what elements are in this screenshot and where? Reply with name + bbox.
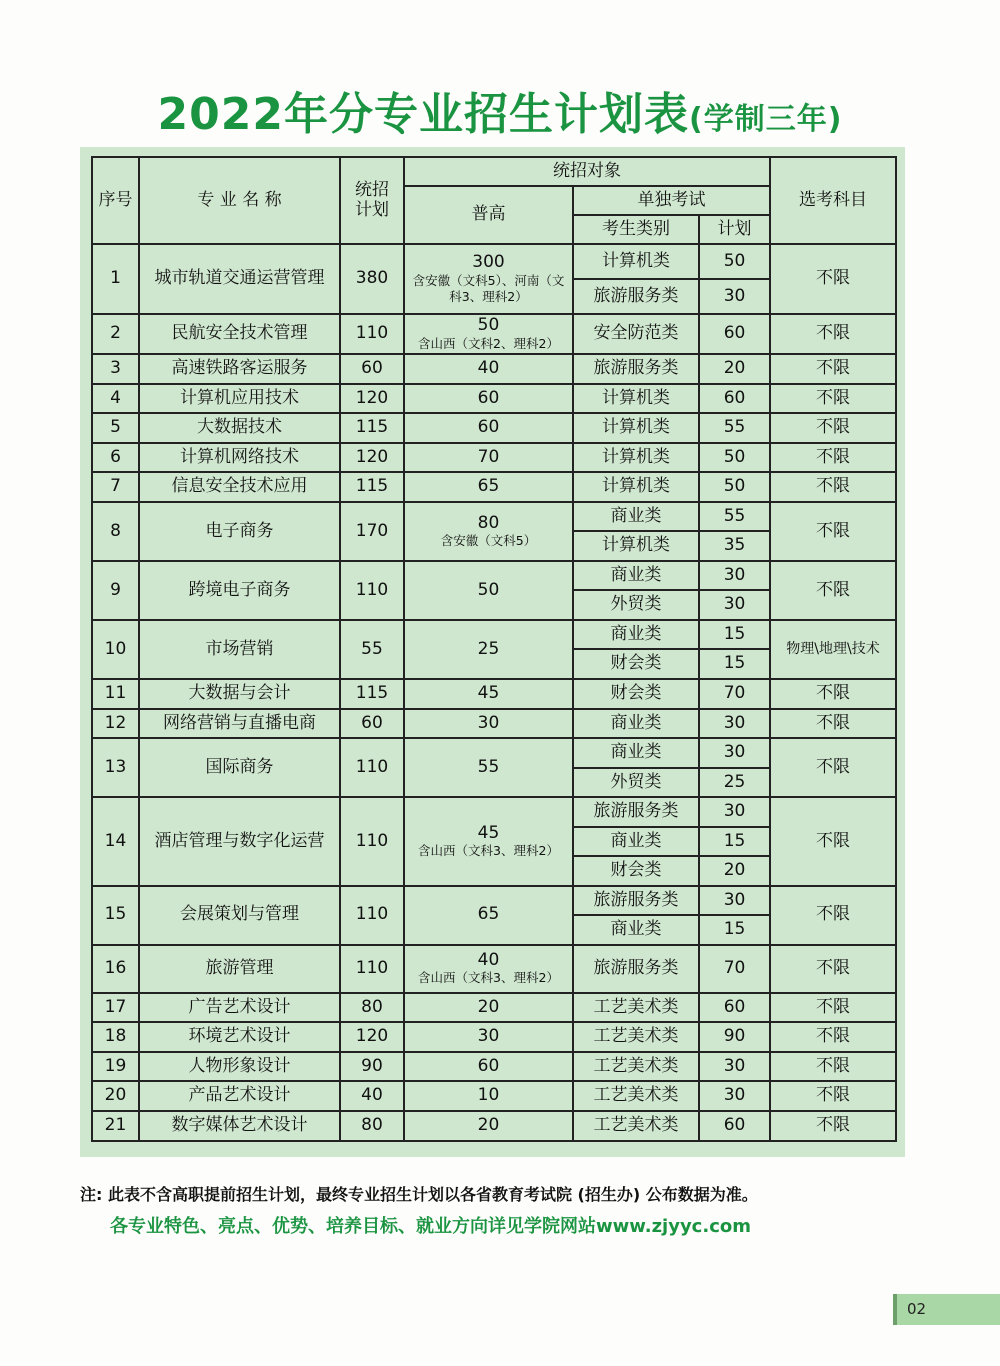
cell-plan-total: 90 xyxy=(340,1052,404,1082)
cell-major: 大数据与会计 xyxy=(139,679,340,709)
cell-category: 商业类 xyxy=(573,709,699,739)
general-count: 20 xyxy=(477,1115,500,1136)
cell-plan-total: 120 xyxy=(340,384,404,414)
cell-major: 广告艺术设计 xyxy=(139,993,340,1023)
cell-general xyxy=(404,886,573,945)
enrollment-table xyxy=(91,156,897,1142)
page-title xyxy=(0,78,1000,142)
cell-general xyxy=(404,945,573,993)
table-row xyxy=(92,413,896,443)
cell-plan-total: 110 xyxy=(340,314,404,354)
cell-major: 高速铁路客运服务 xyxy=(139,354,340,384)
cell-subjects: 不限 xyxy=(770,797,896,886)
page-number-tab xyxy=(893,1294,1000,1325)
general-count: 80 xyxy=(477,512,500,533)
cell-plan: 60 xyxy=(699,993,770,1023)
cell-seq: 1 xyxy=(92,244,139,314)
cell-category: 旅游服务类 xyxy=(573,354,699,384)
cell-general xyxy=(404,413,573,443)
general-note: 含安徽（文科5）、河南（文科3、理科2） xyxy=(412,272,565,304)
cell-seq: 19 xyxy=(92,1052,139,1082)
table-row xyxy=(92,945,896,993)
cell-general xyxy=(404,443,573,473)
cell-seq: 18 xyxy=(92,1022,139,1052)
cell-seq: 15 xyxy=(92,886,139,945)
cell-plan: 30 xyxy=(699,561,770,591)
cell-major: 计算机应用技术 xyxy=(139,384,340,414)
cell-general xyxy=(404,1022,573,1052)
cell-plan: 35 xyxy=(699,531,770,561)
cell-major: 市场营销 xyxy=(139,620,340,679)
cell-plan-total: 115 xyxy=(340,413,404,443)
cell-seq: 10 xyxy=(92,620,139,679)
cell-category: 旅游服务类 xyxy=(573,886,699,916)
cell-plan-total: 110 xyxy=(340,738,404,797)
table-row xyxy=(92,886,896,916)
header-single-exam: 单独考试 xyxy=(573,186,770,215)
cell-subjects: 物理\地理\技术 xyxy=(770,620,896,679)
general-count: 40 xyxy=(477,949,500,970)
page-tab-edge xyxy=(893,1294,897,1325)
table-row xyxy=(92,1081,896,1111)
table-row xyxy=(92,679,896,709)
cell-plan: 30 xyxy=(699,1052,770,1082)
cell-plan: 15 xyxy=(699,649,770,679)
cell-plan: 55 xyxy=(699,502,770,532)
cell-plan: 60 xyxy=(699,384,770,414)
cell-seq: 20 xyxy=(92,1081,139,1111)
cell-seq: 2 xyxy=(92,314,139,354)
table-row xyxy=(92,502,896,532)
cell-seq: 14 xyxy=(92,797,139,886)
cell-subjects: 不限 xyxy=(770,244,896,314)
general-count: 45 xyxy=(477,682,500,703)
cell-category: 计算机类 xyxy=(573,443,699,473)
cell-plan: 20 xyxy=(699,856,770,886)
cell-plan-total: 60 xyxy=(340,709,404,739)
title-sub: (学制三年) xyxy=(689,102,843,137)
cell-plan-total: 60 xyxy=(340,354,404,384)
cell-subjects: 不限 xyxy=(770,993,896,1023)
page-number: 02 xyxy=(907,1300,927,1318)
cell-subjects: 不限 xyxy=(770,709,896,739)
cell-seq: 16 xyxy=(92,945,139,993)
cell-category: 商业类 xyxy=(573,620,699,650)
cell-category: 财会类 xyxy=(573,856,699,886)
cell-category: 工艺美术类 xyxy=(573,1081,699,1111)
table-row xyxy=(92,472,896,502)
cell-category: 商业类 xyxy=(573,738,699,768)
cell-subjects: 不限 xyxy=(770,679,896,709)
general-note: 含山西（文科2、理科2） xyxy=(418,335,559,351)
cell-general xyxy=(404,1081,573,1111)
cell-major: 网络营销与直播电商 xyxy=(139,709,340,739)
cell-subjects: 不限 xyxy=(770,886,896,945)
table-row xyxy=(92,1022,896,1052)
cell-major: 计算机网络技术 xyxy=(139,443,340,473)
general-count: 55 xyxy=(477,756,500,777)
general-count: 10 xyxy=(477,1085,500,1106)
general-count: 65 xyxy=(477,904,500,925)
cell-general xyxy=(404,1052,573,1082)
general-count: 60 xyxy=(477,417,500,438)
cell-category: 旅游服务类 xyxy=(573,945,699,993)
cell-category: 外贸类 xyxy=(573,590,699,620)
general-count: 25 xyxy=(477,638,500,659)
cell-seq: 17 xyxy=(92,993,139,1023)
cell-plan-total: 55 xyxy=(340,620,404,679)
table-row xyxy=(92,354,896,384)
cell-category: 旅游服务类 xyxy=(573,797,699,827)
cell-plan-total: 110 xyxy=(340,561,404,620)
table-row xyxy=(92,797,896,827)
cell-seq: 21 xyxy=(92,1111,139,1141)
cell-category: 安全防范类 xyxy=(573,314,699,354)
table-row xyxy=(92,993,896,1023)
header-category: 考生类别 xyxy=(573,215,699,244)
table-row xyxy=(92,738,896,768)
cell-plan: 70 xyxy=(699,679,770,709)
cell-subjects: 不限 xyxy=(770,1081,896,1111)
cell-plan: 60 xyxy=(699,1111,770,1141)
table-row xyxy=(92,244,896,279)
cell-seq: 7 xyxy=(92,472,139,502)
cell-general xyxy=(404,561,573,620)
cell-category: 计算机类 xyxy=(573,472,699,502)
cell-category: 商业类 xyxy=(573,502,699,532)
cell-major: 人物形象设计 xyxy=(139,1052,340,1082)
cell-plan: 30 xyxy=(699,797,770,827)
cell-plan-total: 110 xyxy=(340,797,404,886)
cell-seq: 11 xyxy=(92,679,139,709)
title-main: 2022年分专业招生计划表 xyxy=(157,89,690,140)
cell-plan-total: 40 xyxy=(340,1081,404,1111)
header-plan: 计划 xyxy=(699,215,770,244)
cell-seq: 12 xyxy=(92,709,139,739)
cell-general xyxy=(404,472,573,502)
website-note: 各专业特色、亮点、优势、培养目标、就业方向详见学院网站www.zjyyc.com xyxy=(110,1216,751,1237)
cell-general xyxy=(404,709,573,739)
cell-plan: 90 xyxy=(699,1022,770,1052)
cell-plan: 25 xyxy=(699,768,770,798)
cell-category: 商业类 xyxy=(573,915,699,945)
cell-major: 会展策划与管理 xyxy=(139,886,340,945)
general-count: 60 xyxy=(477,387,500,408)
cell-plan: 15 xyxy=(699,620,770,650)
cell-category: 计算机类 xyxy=(573,531,699,561)
cell-subjects: 不限 xyxy=(770,354,896,384)
cell-subjects: 不限 xyxy=(770,502,896,561)
cell-major: 电子商务 xyxy=(139,502,340,561)
cell-seq: 5 xyxy=(92,413,139,443)
header-plan-total: 统招 计划 xyxy=(340,157,404,244)
header-subjects: 选考科目 xyxy=(770,157,896,244)
general-count: 30 xyxy=(477,1026,500,1047)
cell-category: 工艺美术类 xyxy=(573,1052,699,1082)
table-row xyxy=(92,384,896,414)
cell-plan-total: 120 xyxy=(340,1022,404,1052)
general-count: 40 xyxy=(477,358,500,379)
cell-plan: 30 xyxy=(699,709,770,739)
cell-seq: 4 xyxy=(92,384,139,414)
cell-subjects: 不限 xyxy=(770,472,896,502)
general-note: 含山西（文科3、理科2） xyxy=(418,843,559,859)
cell-subjects: 不限 xyxy=(770,413,896,443)
cell-general xyxy=(404,314,573,354)
cell-general xyxy=(404,244,573,314)
cell-plan: 15 xyxy=(699,915,770,945)
cell-subjects: 不限 xyxy=(770,945,896,993)
header-major: 专 业 名 称 xyxy=(139,157,340,244)
cell-category: 计算机类 xyxy=(573,244,699,279)
cell-plan-total: 80 xyxy=(340,1111,404,1141)
header-general: 普高 xyxy=(404,186,573,244)
general-count: 300 xyxy=(472,251,505,272)
cell-category: 旅游服务类 xyxy=(573,279,699,314)
cell-plan-total: 380 xyxy=(340,244,404,314)
table-row xyxy=(92,314,896,354)
cell-category: 财会类 xyxy=(573,679,699,709)
cell-category: 商业类 xyxy=(573,561,699,591)
cell-plan-total: 115 xyxy=(340,679,404,709)
cell-plan: 50 xyxy=(699,244,770,279)
cell-major: 数字媒体艺术设计 xyxy=(139,1111,340,1141)
cell-general xyxy=(404,354,573,384)
cell-plan: 60 xyxy=(699,314,770,354)
cell-general xyxy=(404,502,573,561)
cell-major: 酒店管理与数字化运营 xyxy=(139,797,340,886)
cell-seq: 13 xyxy=(92,738,139,797)
cell-plan: 30 xyxy=(699,1081,770,1111)
cell-major: 民航安全技术管理 xyxy=(139,314,340,354)
cell-major: 国际商务 xyxy=(139,738,340,797)
cell-plan: 30 xyxy=(699,590,770,620)
cell-category: 工艺美术类 xyxy=(573,1022,699,1052)
cell-major: 环境艺术设计 xyxy=(139,1022,340,1052)
table-row xyxy=(92,1052,896,1082)
cell-plan-total: 120 xyxy=(340,443,404,473)
cell-category: 财会类 xyxy=(573,649,699,679)
cell-seq: 3 xyxy=(92,354,139,384)
cell-major: 产品艺术设计 xyxy=(139,1081,340,1111)
header-seq: 序号 xyxy=(92,157,139,244)
cell-general xyxy=(404,738,573,797)
cell-plan: 55 xyxy=(699,413,770,443)
general-count: 65 xyxy=(477,476,500,497)
cell-category: 工艺美术类 xyxy=(573,1111,699,1141)
cell-plan-total: 110 xyxy=(340,886,404,945)
footnote: 注: 此表不含高职提前招生计划，最终专业招生计划以各省教育考试院 (招生办) 公布数据为准。 xyxy=(80,1185,758,1204)
general-count: 50 xyxy=(477,579,500,600)
general-count: 20 xyxy=(477,996,500,1017)
cell-subjects: 不限 xyxy=(770,1022,896,1052)
cell-plan-total: 110 xyxy=(340,945,404,993)
cell-category: 计算机类 xyxy=(573,384,699,414)
general-count: 50 xyxy=(477,315,500,336)
cell-plan: 30 xyxy=(699,738,770,768)
cell-seq: 6 xyxy=(92,443,139,473)
cell-seq: 9 xyxy=(92,561,139,620)
cell-plan: 15 xyxy=(699,827,770,857)
cell-major: 大数据技术 xyxy=(139,413,340,443)
cell-plan: 50 xyxy=(699,472,770,502)
cell-major: 城市轨道交通运营管理 xyxy=(139,244,340,314)
cell-plan: 70 xyxy=(699,945,770,993)
cell-subjects: 不限 xyxy=(770,1052,896,1082)
cell-subjects: 不限 xyxy=(770,443,896,473)
cell-general xyxy=(404,993,573,1023)
cell-subjects: 不限 xyxy=(770,1111,896,1141)
table-row xyxy=(92,709,896,739)
general-count: 45 xyxy=(477,822,500,843)
table-body xyxy=(92,244,896,1141)
cell-category: 外贸类 xyxy=(573,768,699,798)
cell-category: 工艺美术类 xyxy=(573,993,699,1023)
table-row xyxy=(92,1111,896,1141)
cell-category: 商业类 xyxy=(573,827,699,857)
general-count: 60 xyxy=(477,1055,500,1076)
general-count: 30 xyxy=(477,712,500,733)
cell-plan: 30 xyxy=(699,279,770,314)
cell-plan-total: 80 xyxy=(340,993,404,1023)
cell-major: 信息安全技术应用 xyxy=(139,472,340,502)
cell-major: 跨境电子商务 xyxy=(139,561,340,620)
cell-general xyxy=(404,620,573,679)
cell-seq: 8 xyxy=(92,502,139,561)
cell-general xyxy=(404,679,573,709)
cell-subjects: 不限 xyxy=(770,561,896,620)
cell-subjects: 不限 xyxy=(770,314,896,354)
table-row xyxy=(92,620,896,650)
cell-major: 旅游管理 xyxy=(139,945,340,993)
cell-subjects: 不限 xyxy=(770,738,896,797)
cell-general xyxy=(404,797,573,886)
cell-subjects: 不限 xyxy=(770,384,896,414)
cell-general xyxy=(404,384,573,414)
cell-plan: 50 xyxy=(699,443,770,473)
cell-plan: 20 xyxy=(699,354,770,384)
general-count: 70 xyxy=(477,446,500,467)
table-row xyxy=(92,561,896,591)
cell-plan-total: 115 xyxy=(340,472,404,502)
general-note: 含安徽（文科5） xyxy=(440,533,537,549)
header-target: 统招对象 xyxy=(404,157,770,186)
cell-plan: 30 xyxy=(699,886,770,916)
table-row xyxy=(92,443,896,473)
cell-plan-total: 170 xyxy=(340,502,404,561)
cell-category: 计算机类 xyxy=(573,413,699,443)
general-note: 含山西（文科3、理科2） xyxy=(418,970,559,986)
cell-general xyxy=(404,1111,573,1141)
